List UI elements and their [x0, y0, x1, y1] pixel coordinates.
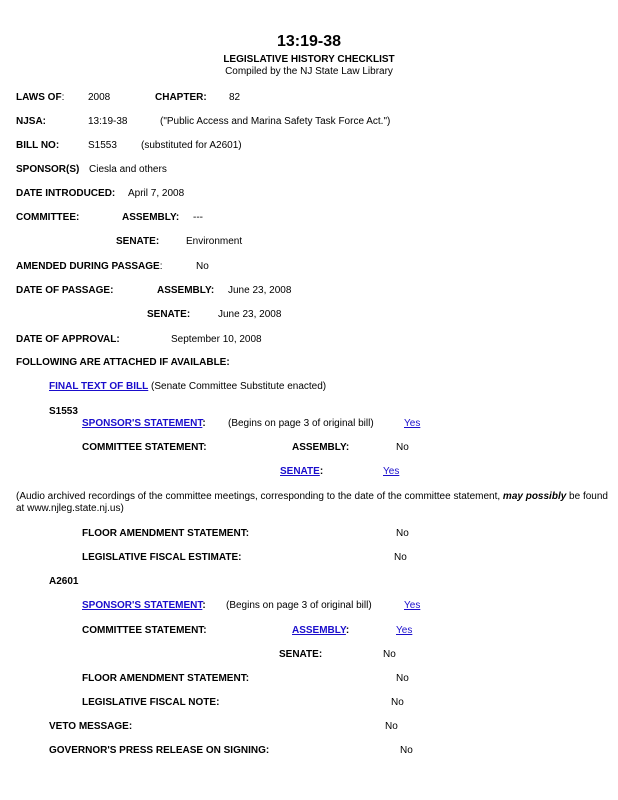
s1553-senate-yes-link[interactable]: Yes [383, 466, 400, 477]
a2601-fiscal-label: LEGISLATIVE FISCAL NOTE: [82, 697, 220, 708]
s1553-senate-link[interactable]: SENATE [280, 466, 320, 477]
a2601-floor-label: FLOOR AMENDMENT STATEMENT: [82, 673, 250, 684]
a2601-committee-label: COMMITTEE STATEMENT: [82, 625, 207, 636]
sponsors-value: Ciesla and others [89, 164, 167, 175]
a2601-sponsor-yes-link[interactable]: Yes [404, 600, 421, 611]
final-text-note: (Senate Committee Substitute enacted) [151, 381, 327, 392]
amended-label: AMENDED DURING PASSAGE: [16, 261, 163, 272]
s1553-heading: S1553 [49, 406, 78, 417]
veto-value: No [385, 721, 398, 732]
s1553-sponsor-statement: SPONSOR'S STATEMENT: [82, 418, 206, 429]
s1553-assembly-label: ASSEMBLY: [292, 442, 350, 453]
a2601-heading: A2601 [49, 576, 79, 587]
a2601-senate-value: No [383, 649, 396, 660]
committee-assembly-label: ASSEMBLY: [122, 212, 180, 223]
a2601-sponsor-statement-link[interactable]: SPONSOR'S STATEMENT [82, 600, 203, 611]
njsa-value: 13:19-38 [88, 116, 128, 127]
bill-no-label: BILL NO: [16, 140, 60, 151]
date-introduced-value: April 7, 2008 [128, 188, 185, 199]
a2601-floor-value: No [396, 673, 409, 684]
passage-senate-value: June 23, 2008 [218, 309, 282, 320]
final-text-link[interactable]: FINAL TEXT OF BILL [49, 381, 149, 392]
date-of-passage-label: DATE OF PASSAGE: [16, 285, 114, 296]
a2601-sponsor-note: (Begins on page 3 of original bill) [226, 600, 372, 611]
s1553-floor-label: FLOOR AMENDMENT STATEMENT: [82, 528, 250, 539]
s1553-sponsor-statement-link[interactable]: SPONSOR'S STATEMENT [82, 418, 203, 429]
date-introduced-label: DATE INTRODUCED: [16, 188, 116, 199]
governor-value: No [400, 745, 413, 756]
date-of-approval-value: September 10, 2008 [171, 334, 262, 345]
following-heading: FOLLOWING ARE ATTACHED IF AVAILABLE: [16, 357, 230, 368]
sponsors-label: SPONSOR(S) [16, 164, 80, 175]
s1553-sponsor-yes-link[interactable]: Yes [404, 418, 421, 429]
governor-label: GOVERNOR'S PRESS RELEASE ON SIGNING: [49, 745, 270, 756]
committee-senate-value: Environment [186, 236, 243, 247]
chapter-value: 82 [229, 92, 241, 103]
s1553-floor-value: No [396, 528, 409, 539]
njsa-description: ("Public Access and Marina Safety Task Force Act.") [160, 116, 391, 127]
audio-note-line2: at www.njleg.state.nj.us) [16, 503, 124, 514]
a2601-assembly: ASSEMBLY: [292, 625, 350, 636]
passage-senate-label: SENATE: [147, 309, 191, 320]
passage-assembly-label: ASSEMBLY: [157, 285, 215, 296]
a2601-assembly-link[interactable]: ASSEMBLY [292, 625, 346, 636]
amended-value: No [196, 261, 209, 272]
s1553-fiscal-label: LEGISLATIVE FISCAL ESTIMATE: [82, 552, 242, 563]
a2601-assembly-yes-link[interactable]: Yes [396, 625, 413, 636]
a2601-sponsor-statement: SPONSOR'S STATEMENT: [82, 600, 206, 611]
s1553-committee-label: COMMITTEE STATEMENT: [82, 442, 207, 453]
a2601-fiscal-value: No [391, 697, 404, 708]
laws-of-label: LAWS OF: [16, 92, 65, 103]
laws-of-value: 2008 [88, 92, 111, 103]
veto-label: VETO MESSAGE: [49, 721, 133, 732]
page-title: 13:19-38 [276, 33, 342, 50]
bill-no-note: (substituted for A2601) [141, 140, 242, 151]
final-text-row [49, 381, 326, 393]
committee-label: COMMITTEE: [16, 212, 80, 223]
njsa-label: NJSA: [16, 116, 47, 127]
committee-senate-label: SENATE: [116, 236, 160, 247]
a2601-senate-label: SENATE: [279, 649, 323, 660]
compiled-by: Compiled by the NJ State Law Library [225, 66, 393, 77]
s1553-assembly-value: No [396, 442, 409, 453]
page-subtitle: LEGISLATIVE HISTORY CHECKLIST [223, 54, 395, 65]
audio-note: (Audio archived recordings of the committee meetings, corresponding to the date of the committee statement, may possibly be found [16, 491, 608, 502]
date-of-approval-label: DATE OF APPROVAL: [16, 334, 120, 345]
s1553-sponsor-note: (Begins on page 3 of original bill) [228, 418, 374, 429]
bill-no-value: S1553 [88, 140, 117, 151]
s1553-fiscal-value: No [394, 552, 407, 563]
passage-assembly-value: June 23, 2008 [228, 285, 292, 296]
chapter-label: CHAPTER: [155, 92, 207, 103]
s1553-senate: SENATE: [280, 466, 324, 477]
committee-assembly-value: --- [193, 212, 203, 223]
